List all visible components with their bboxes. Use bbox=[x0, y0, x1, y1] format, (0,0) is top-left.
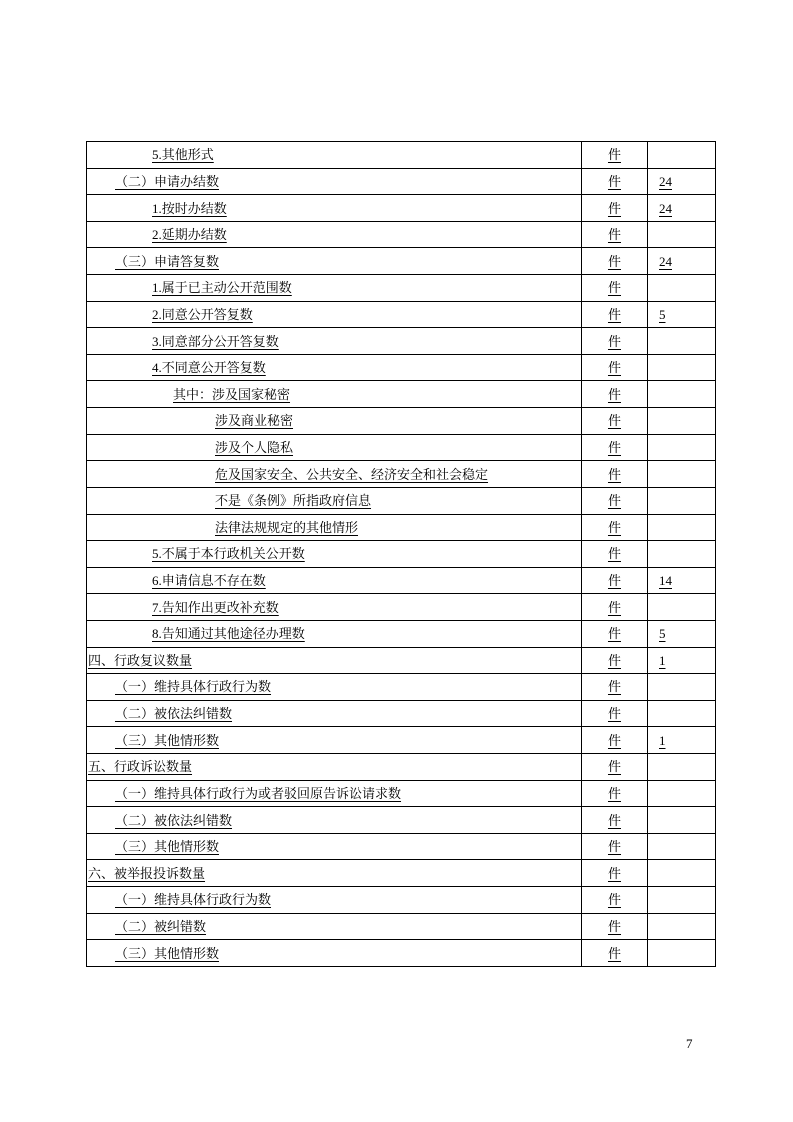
row-label: （三）申请答复数 bbox=[87, 248, 582, 275]
unit-cell: 件 bbox=[582, 780, 648, 807]
value-cell bbox=[648, 913, 716, 940]
row-label: 涉及商业秘密 bbox=[87, 408, 582, 435]
row-label: 涉及个人隐私 bbox=[87, 434, 582, 461]
value-cell: 1 bbox=[648, 647, 716, 674]
unit-cell: 件 bbox=[582, 275, 648, 302]
table-row bbox=[87, 727, 716, 754]
row-label: 法律法规规定的其他情形 bbox=[87, 514, 582, 541]
unit-cell: 件 bbox=[582, 168, 648, 195]
unit-cell: 件 bbox=[582, 674, 648, 701]
value-cell: 24 bbox=[648, 168, 716, 195]
table-row bbox=[87, 620, 716, 647]
table-row bbox=[87, 514, 716, 541]
unit-cell: 件 bbox=[582, 913, 648, 940]
table-row bbox=[87, 754, 716, 781]
table-row bbox=[87, 461, 716, 488]
page-number: 7 bbox=[686, 1036, 693, 1051]
value-cell: 24 bbox=[648, 248, 716, 275]
table-row bbox=[87, 647, 716, 674]
unit-cell: 件 bbox=[582, 328, 648, 355]
value-cell bbox=[648, 833, 716, 860]
row-label: 3.同意部分公开答复数 bbox=[87, 328, 582, 355]
table-row bbox=[87, 913, 716, 940]
value-cell bbox=[648, 674, 716, 701]
statistics-table-container bbox=[86, 141, 715, 967]
row-label: （一）维持具体行政行为数 bbox=[87, 887, 582, 914]
row-label: （三）其他情形数 bbox=[87, 940, 582, 967]
value-cell: 5 bbox=[648, 620, 716, 647]
unit-cell: 件 bbox=[582, 754, 648, 781]
table-row bbox=[87, 860, 716, 887]
unit-cell: 件 bbox=[582, 487, 648, 514]
table-row bbox=[87, 700, 716, 727]
row-label: 六、被举报投诉数量 bbox=[87, 860, 582, 887]
statistics-table-body bbox=[87, 142, 716, 967]
value-cell: 14 bbox=[648, 567, 716, 594]
table-row bbox=[87, 301, 716, 328]
row-label: 2.延期办结数 bbox=[87, 221, 582, 248]
row-label: 其中：涉及国家秘密 bbox=[87, 381, 582, 408]
table-row bbox=[87, 674, 716, 701]
row-label: （一）维持具体行政行为或者驳回原告诉讼请求数 bbox=[87, 780, 582, 807]
value-cell bbox=[648, 221, 716, 248]
row-label: 五、行政诉讼数量 bbox=[87, 754, 582, 781]
unit-cell: 件 bbox=[582, 567, 648, 594]
unit-cell: 件 bbox=[582, 727, 648, 754]
value-cell bbox=[648, 807, 716, 834]
value-cell bbox=[648, 328, 716, 355]
table-row bbox=[87, 833, 716, 860]
value-cell bbox=[648, 514, 716, 541]
unit-cell: 件 bbox=[582, 807, 648, 834]
table-row bbox=[87, 780, 716, 807]
table-row bbox=[87, 142, 716, 169]
row-label: 6.申请信息不存在数 bbox=[87, 567, 582, 594]
row-label: 危及国家安全、公共安全、经济安全和社会稳定 bbox=[87, 461, 582, 488]
table-row bbox=[87, 594, 716, 621]
table-row bbox=[87, 328, 716, 355]
row-label: 2.同意公开答复数 bbox=[87, 301, 582, 328]
row-label: （一）维持具体行政行为数 bbox=[87, 674, 582, 701]
unit-cell: 件 bbox=[582, 354, 648, 381]
value-cell bbox=[648, 780, 716, 807]
unit-cell: 件 bbox=[582, 461, 648, 488]
value-cell bbox=[648, 700, 716, 727]
row-label: （二）被纠错数 bbox=[87, 913, 582, 940]
value-cell: 24 bbox=[648, 195, 716, 222]
row-label: （二）被依法纠错数 bbox=[87, 807, 582, 834]
unit-cell: 件 bbox=[582, 647, 648, 674]
unit-cell: 件 bbox=[582, 833, 648, 860]
row-label: （三）其他情形数 bbox=[87, 833, 582, 860]
statistics-table bbox=[86, 141, 716, 967]
unit-cell: 件 bbox=[582, 142, 648, 169]
table-row bbox=[87, 408, 716, 435]
row-label: （三）其他情形数 bbox=[87, 727, 582, 754]
unit-cell: 件 bbox=[582, 940, 648, 967]
table-row bbox=[87, 541, 716, 568]
unit-cell: 件 bbox=[582, 221, 648, 248]
unit-cell: 件 bbox=[582, 381, 648, 408]
value-cell bbox=[648, 275, 716, 302]
value-cell bbox=[648, 541, 716, 568]
unit-cell: 件 bbox=[582, 248, 648, 275]
value-cell bbox=[648, 461, 716, 488]
value-cell bbox=[648, 940, 716, 967]
table-row bbox=[87, 807, 716, 834]
value-cell: 5 bbox=[648, 301, 716, 328]
unit-cell: 件 bbox=[582, 301, 648, 328]
row-label: 7.告知作出更改补充数 bbox=[87, 594, 582, 621]
unit-cell: 件 bbox=[582, 434, 648, 461]
table-row bbox=[87, 248, 716, 275]
table-row bbox=[87, 195, 716, 222]
row-label: 5.其他形式 bbox=[87, 142, 582, 169]
row-label: 不是《条例》所指政府信息 bbox=[87, 487, 582, 514]
value-cell bbox=[648, 434, 716, 461]
table-row bbox=[87, 221, 716, 248]
table-row bbox=[87, 567, 716, 594]
unit-cell: 件 bbox=[582, 408, 648, 435]
value-cell bbox=[648, 381, 716, 408]
row-label: 1.按时办结数 bbox=[87, 195, 582, 222]
row-label: （二）被依法纠错数 bbox=[87, 700, 582, 727]
table-row bbox=[87, 487, 716, 514]
unit-cell: 件 bbox=[582, 860, 648, 887]
table-row bbox=[87, 887, 716, 914]
value-cell bbox=[648, 754, 716, 781]
row-label: 四、行政复议数量 bbox=[87, 647, 582, 674]
value-cell bbox=[648, 860, 716, 887]
value-cell bbox=[648, 408, 716, 435]
value-cell bbox=[648, 142, 716, 169]
unit-cell: 件 bbox=[582, 620, 648, 647]
unit-cell: 件 bbox=[582, 541, 648, 568]
row-label: 8.告知通过其他途径办理数 bbox=[87, 620, 582, 647]
value-cell bbox=[648, 487, 716, 514]
unit-cell: 件 bbox=[582, 700, 648, 727]
table-row bbox=[87, 168, 716, 195]
value-cell bbox=[648, 887, 716, 914]
table-row bbox=[87, 434, 716, 461]
table-row bbox=[87, 381, 716, 408]
row-label: 4.不同意公开答复数 bbox=[87, 354, 582, 381]
row-label: 5.不属于本行政机关公开数 bbox=[87, 541, 582, 568]
value-cell: 1 bbox=[648, 727, 716, 754]
unit-cell: 件 bbox=[582, 195, 648, 222]
unit-cell: 件 bbox=[582, 887, 648, 914]
value-cell bbox=[648, 594, 716, 621]
table-row bbox=[87, 940, 716, 967]
table-row bbox=[87, 275, 716, 302]
row-label: 1.属于已主动公开范围数 bbox=[87, 275, 582, 302]
unit-cell: 件 bbox=[582, 514, 648, 541]
value-cell bbox=[648, 354, 716, 381]
row-label: （二）申请办结数 bbox=[87, 168, 582, 195]
table-row bbox=[87, 354, 716, 381]
unit-cell: 件 bbox=[582, 594, 648, 621]
